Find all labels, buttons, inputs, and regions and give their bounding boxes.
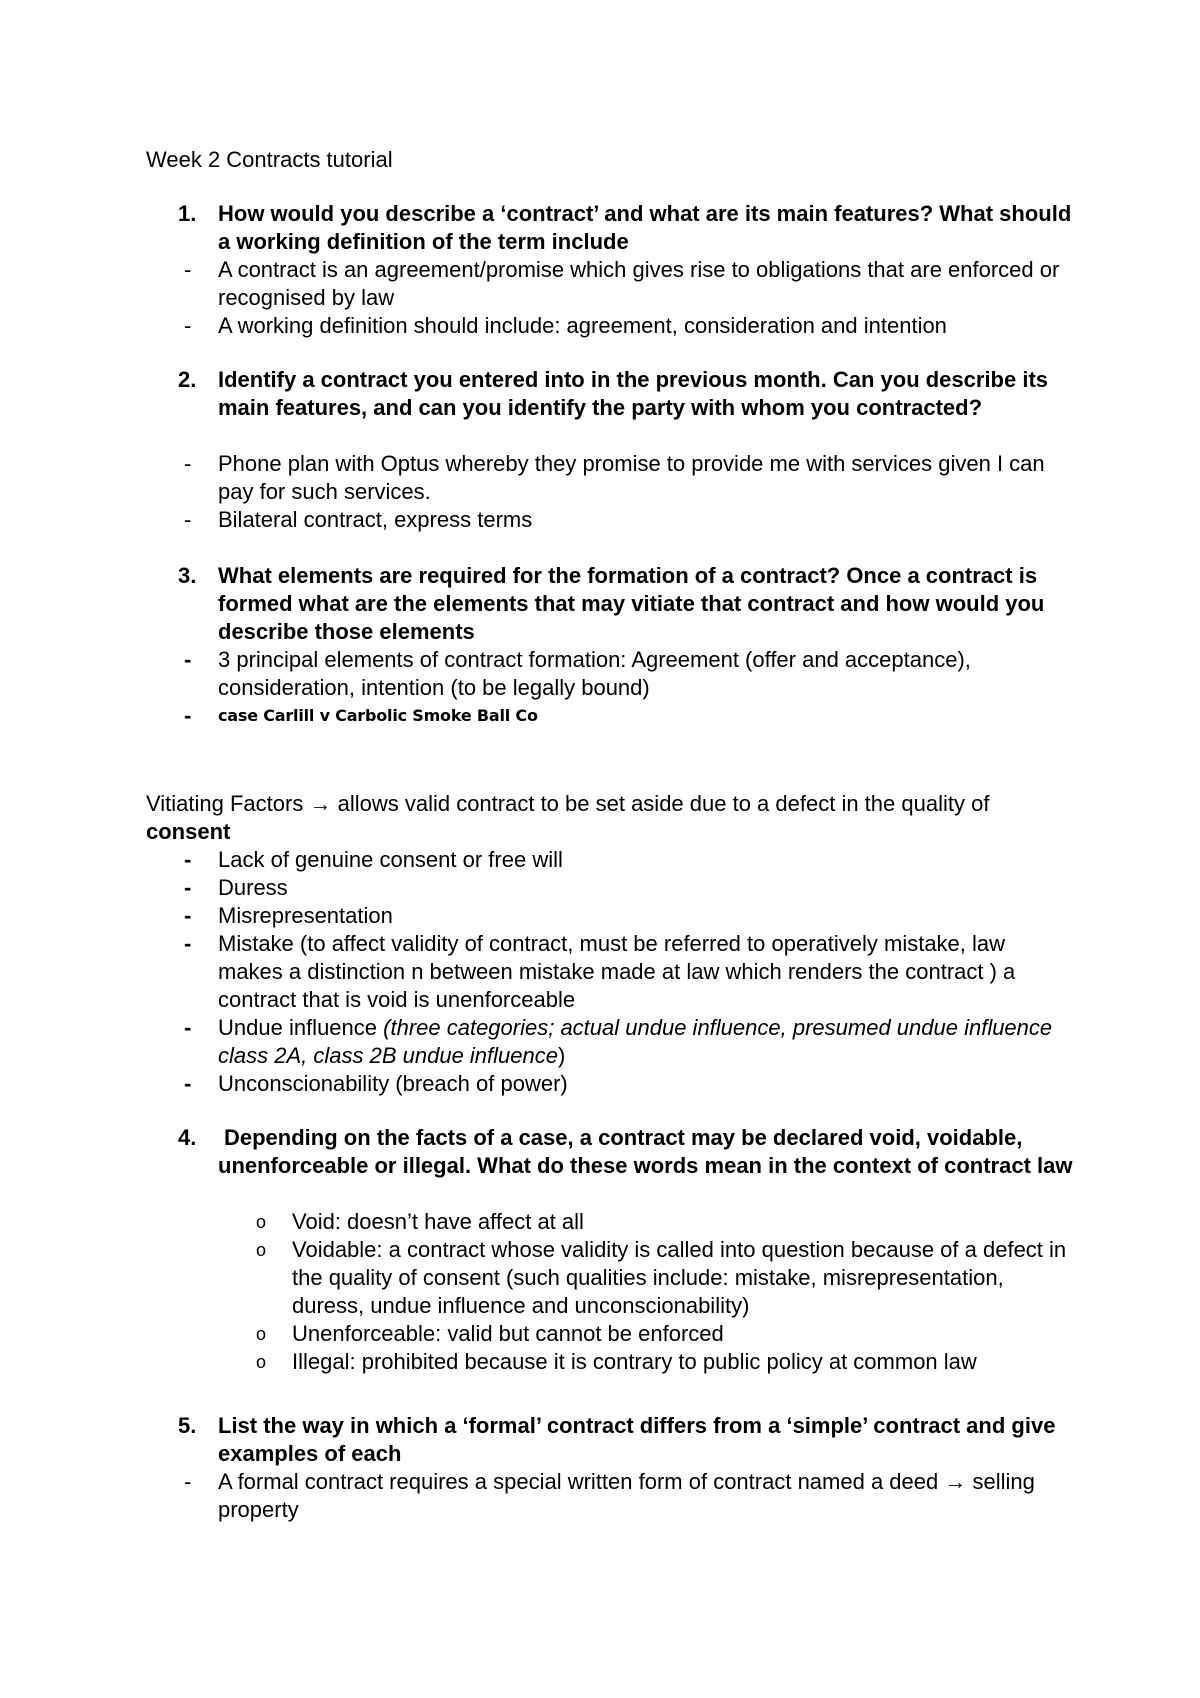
question-2 (178, 366, 1078, 422)
item-text: Illegal: prohibited because it is contrary to public policy at common law (292, 1349, 977, 1374)
answer-bullet (184, 450, 1074, 506)
item-text: Unenforceable: valid but cannot be enforced (292, 1321, 724, 1346)
case-note: case Carlill v Carbolic Smoke Ball Co (218, 706, 538, 725)
vitiating-factors-paragraph (146, 790, 1076, 846)
formal-contract-example: selling property (218, 1469, 1035, 1522)
bullet-text: Phone plan with Optus whereby they promise to provide me with services given I can pay for such services. (218, 451, 1045, 504)
question-4 (178, 1124, 1078, 1180)
question-3 (178, 562, 1078, 646)
question-text: Depending on the facts of a case, a contract may be declared void, voidable, unenforceable or illegal. What do these words mean in the context of contract law (218, 1125, 1073, 1178)
undue-label: Undue influence (218, 1015, 378, 1040)
item-text: Voidable: a contract whose validity is called into question because of a defect in the quality of consent (such qualities include: mistake, misrepresentation, duress, undue influence and unconscionability) (292, 1237, 1067, 1318)
vitiating-lead: Vitiating Factors (146, 791, 304, 816)
dash-marker: - (184, 1071, 192, 1096)
circle-marker: o (256, 1212, 267, 1232)
dash-marker: - (184, 847, 192, 872)
dash-marker: - (184, 647, 192, 672)
question-text: Identify a contract you entered into in the previous month. Can you describe its main features, and can you identify the party with whom you contracted? (218, 367, 1049, 420)
definition-item (256, 1236, 1076, 1320)
question-number: 3. (178, 563, 197, 588)
dash-marker: - (184, 257, 192, 282)
arrow-icon: → (944, 1469, 967, 1494)
vitiating-item (184, 902, 1074, 930)
item-text: Void: doesn’t have affect at all (292, 1209, 584, 1234)
bullet-text: Bilateral contract, express terms (218, 507, 533, 532)
item-text: Unconscionability (breach of power) (218, 1071, 568, 1096)
undue-close: ) (557, 1043, 566, 1068)
bullet-text: A working definition should include: agreement, consideration and intention (218, 313, 947, 338)
circle-marker: o (256, 1324, 267, 1344)
undue-categories: (three categories; actual undue influence, presumed undue influence class 2A, class 2B undue influence (218, 1015, 1053, 1068)
answer-bullet (184, 312, 1074, 340)
dash-marker: - (184, 703, 192, 728)
item-text: Mistake (to affect validity of contract, must be referred to operatively mistake, law makes a distinction n between mistake made at law which renders the contract ) a contract that is void is unenforceable (218, 931, 1016, 1012)
dash-marker: - (184, 1015, 192, 1040)
dash-marker: - (184, 903, 192, 928)
vitiating-item-undue-influence (184, 1014, 1074, 1070)
item-text: Misrepresentation (218, 903, 393, 928)
answer-bullet (184, 256, 1074, 312)
question-number: 1. (178, 201, 197, 226)
bullet-text (218, 1468, 1074, 1524)
bullet-text: A contract is an agreement/promise which gives rise to obligations that are enforced or recognised by law (218, 257, 1060, 310)
document-title: Week 2 Contracts tutorial (146, 147, 393, 172)
question-number: 4. (178, 1125, 197, 1150)
vitiating-emphasis: consent (146, 819, 231, 844)
definition-item (256, 1320, 1076, 1348)
vitiating-item (184, 1070, 1074, 1098)
dash-marker: - (184, 1469, 192, 1494)
circle-marker: o (256, 1240, 267, 1260)
question-5 (178, 1412, 1078, 1468)
question-text: List the way in which a ‘formal’ contract differs from a ‘simple’ contract and give examples of each (218, 1413, 1056, 1466)
answer-bullet (184, 646, 1074, 702)
bullet-text: 3 principal elements of contract formation: Agreement (offer and acceptance), consideration, intention (to be legally bound) (218, 647, 971, 700)
dash-marker: - (184, 507, 192, 532)
item-text: Duress (218, 875, 288, 900)
question-number: 5. (178, 1413, 197, 1438)
definition-item (256, 1208, 1076, 1236)
question-text: What elements are required for the formation of a contract? Once a contract is formed what are the elements that may vitiate that contract and how would you describe those elements (218, 563, 1045, 644)
vitiating-item (184, 930, 1074, 1014)
arrow-icon: → (309, 791, 332, 816)
case-note-bullet (184, 702, 1074, 730)
question-number: 2. (178, 367, 197, 392)
item-text (218, 1014, 1074, 1070)
question-text: How would you describe a ‘contract’ and what are its main features? What should a working definition of the term include (218, 201, 1072, 254)
answer-bullet (184, 1468, 1074, 1524)
dash-marker: - (184, 313, 192, 338)
vitiating-item (184, 874, 1074, 902)
dash-marker: - (184, 875, 192, 900)
question-1 (178, 200, 1078, 256)
answer-bullet (184, 506, 1074, 534)
formal-contract-text: A formal contract requires a special written form of contract named a deed (218, 1469, 939, 1494)
dash-marker: - (184, 451, 192, 476)
vitiating-item (184, 846, 1074, 874)
item-text: Lack of genuine consent or free will (218, 847, 563, 872)
definition-item (256, 1348, 1076, 1376)
vitiating-rest: allows valid contract to be set aside due to a defect in the quality of (337, 791, 990, 816)
dash-marker: - (184, 931, 192, 956)
circle-marker: o (256, 1352, 267, 1372)
